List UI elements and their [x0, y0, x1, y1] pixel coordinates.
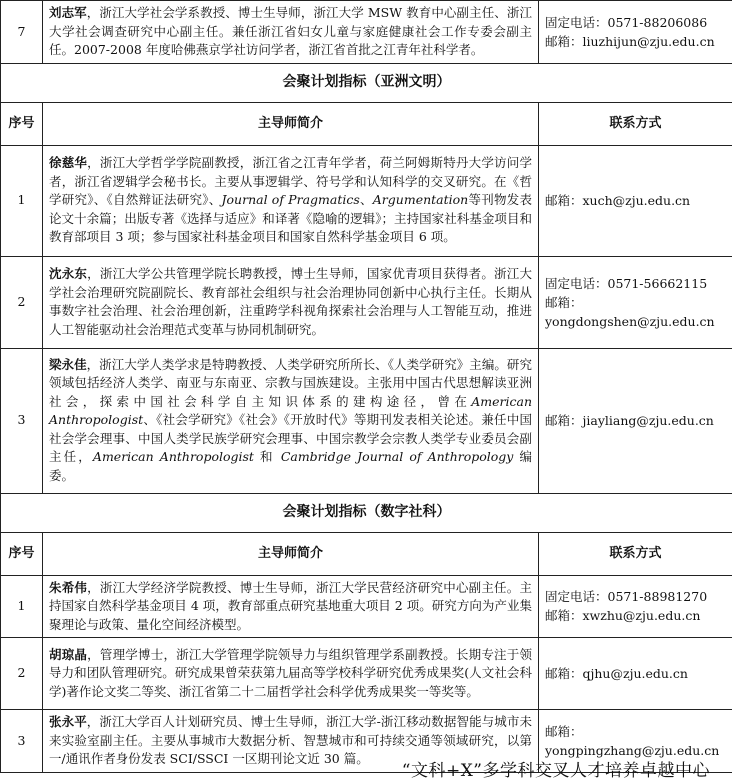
advisor-name: 胡琼晶 [49, 647, 87, 662]
col-header-description: 主导师简介 [43, 532, 539, 575]
table-row [1, 256, 732, 348]
table-row [1, 1, 732, 64]
col-header-number: 序号 [1, 532, 43, 575]
section-title-row [1, 493, 732, 532]
header-row [1, 102, 732, 145]
section-title-row [1, 63, 732, 102]
advisor-name: 刘志军 [49, 5, 87, 20]
row-number: 2 [1, 256, 43, 348]
row-number: 3 [1, 348, 43, 493]
advisor-description: 徐慈华，浙江大学哲学学院副教授，浙江省之江青年学者，荷兰阿姆斯特丹大学访问学者，浙江省逻辑学会秘书长。主要从事逻辑学、符号学和认知科学的交叉研究。在《哲学研究》、《自然辩证法研究》、Journal of Pragmatics、Argumentation等刊物发表论文十余篇；出版专著《选择与适应》和译著《隐喻的逻辑》；主持国家社科基金项目和教育部项目 3 项；参与国家社科基金项目和国家自然科学基金项目 6 项。 [43, 145, 539, 256]
col-header-contact: 联系方式 [539, 102, 732, 145]
page-footer: “文科+X”多学科交叉人才培养卓越中心 [0, 756, 710, 781]
advisor-contact: 固定电话：0571-88206086 邮箱：liuzhijun@zju.edu.cn [539, 1, 732, 64]
advisor-name: 梁永佳 [49, 357, 87, 372]
advisor-contact: 固定电话：0571-88981270 邮箱：xwzhu@zju.edu.cn [539, 575, 732, 638]
advisor-contact: 邮箱：xuch@zju.edu.cn [539, 145, 732, 256]
section-title: 会聚计划指标（数字社科） [1, 493, 732, 532]
advisor-description [43, 348, 539, 493]
advisor-description: 朱希伟，浙江大学经济学院教授、博士生导师，浙江大学民营经济研究中心副主任。主持国家自然科学基金项目 4 项，教育部重点研究基地重大项目 2 项。研究方向为产业集聚理论与政策、量化空间经济模型。 [43, 575, 539, 638]
advisor-contact: 邮箱： yongpingzhang@zju.edu.cn [539, 710, 732, 773]
advisor-description: 沈永东，浙江大学公共管理学院长聘教授，博士生导师，国家优青项目获得者。浙江大学社会治理研究院副院长、教育部社会组织与社会治理协同创新中心执行主任。长期从事数字社会治理、社会治理创新，注重跨学科视角探索社会治理与人工智能互动，推进人工智能驱动社会治理范式变革与协同机制研究。 [43, 256, 539, 348]
table-row [1, 638, 732, 710]
row-number: 7 [1, 1, 43, 64]
table-row [1, 145, 732, 256]
table-row [1, 348, 732, 493]
header-row [1, 532, 732, 575]
col-header-number: 序号 [1, 102, 43, 145]
advisor-name: 张永平 [49, 714, 87, 729]
advisor-description-text: ，浙江大学人类学求是特聘教授、人类学研究所所长、《人类学研究》主编。研究领域包括经济人类学、南亚与东南亚、宗教与国族建设。主张用中国古代思想解读亚洲社会，探索中国社会科学自主知识体系的建构途径，曾在American Anthropologist、《社会学研究》《社会》《开放时代》等期刊发表相关论述。兼任中国社会学会理事、中国人类学民族学研究会理事、中国宗教学会宗教人类学专业委员会副主任，American Anthropologist 和 Cambridge Journal of Anthropology 编委。 [49, 357, 532, 483]
advisor-description: 刘志军，浙江大学社会学系教授、博士生导师，浙江大学 MSW 教育中心副主任、浙江大学社会调查研究中心副主任。兼任浙江省妇女儿童与家庭健康社会工作专委会副主任。2007-2008 年度哈佛燕京学社访问学者，浙江省首批之江青年社科学者。 [43, 1, 539, 64]
row-number: 1 [1, 575, 43, 638]
section-title: 会聚计划指标（亚洲文明） [1, 63, 732, 102]
col-header-contact: 联系方式 [539, 532, 732, 575]
advisor-description: 张永平，浙江大学百人计划研究员、博士生导师，浙江大学-浙江移动数据智能与城市未来实验室副主任。主要从事城市大数据分析、智慧城市和可持续交通等领域研究，以第一/通讯作者身份发表 SCI/SSCI 一区期刊论文近 30 篇。 [43, 710, 539, 773]
col-header-description: 主导师简介 [43, 102, 539, 145]
advisor-name: 徐慈华 [49, 155, 87, 170]
advisor-contact: 固定电话：0571-56662115 邮箱： yongdongshen@zju.edu.cn [539, 256, 732, 348]
row-number: 1 [1, 145, 43, 256]
table-row [1, 575, 732, 638]
row-number: 2 [1, 638, 43, 710]
row-number: 3 [1, 710, 43, 773]
advisor-name: 朱希伟 [49, 580, 87, 595]
advisor-contact: 邮箱：jiayliang@zju.edu.cn [539, 348, 732, 493]
advisor-contact: 邮箱：qjhu@zju.edu.cn [539, 638, 732, 710]
advisor-name: 沈永东 [49, 266, 87, 281]
advisor-description: 胡琼晶，管理学博士，浙江大学管理学院领导力与组织管理学系副教授。长期专注于领导力和团队管理研究。研究成果曾荣获第九届高等学校科学研究优秀成果奖(人文社会科学)著作论文奖二等奖、浙江省第二十二届哲学社会科学优秀成果奖一等奖等。 [43, 638, 539, 710]
